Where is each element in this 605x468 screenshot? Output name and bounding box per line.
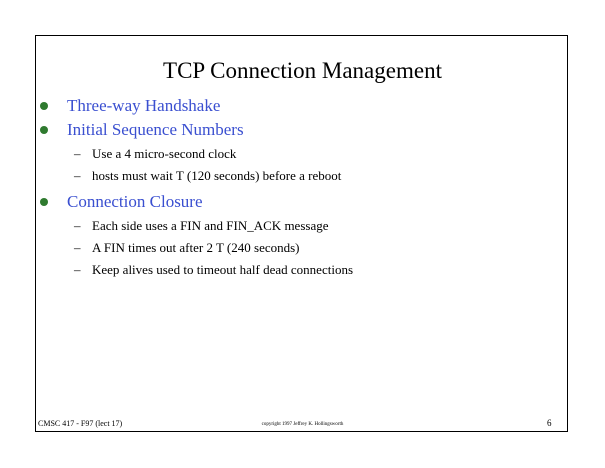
- sub-item-text: Keep alives used to timeout half dead connections: [92, 262, 354, 277]
- sub-item: [40, 145, 560, 167]
- bullet-text: Connection Closure: [67, 192, 203, 211]
- page-number: 6: [547, 418, 552, 428]
- bullet-dot-icon: [40, 126, 48, 134]
- bullet-list: [40, 95, 560, 285]
- bullet-item: [40, 95, 560, 119]
- sub-item-text: Use a 4 micro-second clock: [92, 146, 237, 161]
- sub-item-text: A FIN times out after 2 T (240 seconds): [92, 240, 300, 255]
- bullet-item: [40, 119, 560, 143]
- sub-list: [40, 217, 560, 283]
- footer-course: CMSC 417 - F97 (lect 17): [38, 419, 123, 428]
- dash-icon: –: [74, 146, 81, 161]
- sub-item: [40, 261, 560, 283]
- bullet-dot-icon: [40, 198, 48, 206]
- sub-item-text: Each side uses a FIN and FIN_ACK message: [92, 218, 329, 233]
- dash-icon: –: [74, 262, 81, 277]
- sub-item: [40, 239, 560, 261]
- sub-item-text: hosts must wait T (120 seconds) before a reboot: [92, 168, 342, 183]
- bullet-item: [40, 191, 560, 215]
- bullet-text: Initial Sequence Numbers: [67, 120, 244, 139]
- dash-icon: –: [74, 218, 81, 233]
- footer-copyright: copyright 1997 Jeffrey K. Hollingsworth: [261, 422, 344, 427]
- sub-item: [40, 217, 560, 239]
- dash-icon: –: [74, 168, 81, 183]
- bullet-text: Three-way Handshake: [67, 96, 221, 115]
- sub-item: [40, 167, 560, 189]
- slide-title: TCP Connection Management: [163, 58, 442, 83]
- bullet-dot-icon: [40, 102, 48, 110]
- sub-list: [40, 145, 560, 189]
- dash-icon: –: [74, 240, 81, 255]
